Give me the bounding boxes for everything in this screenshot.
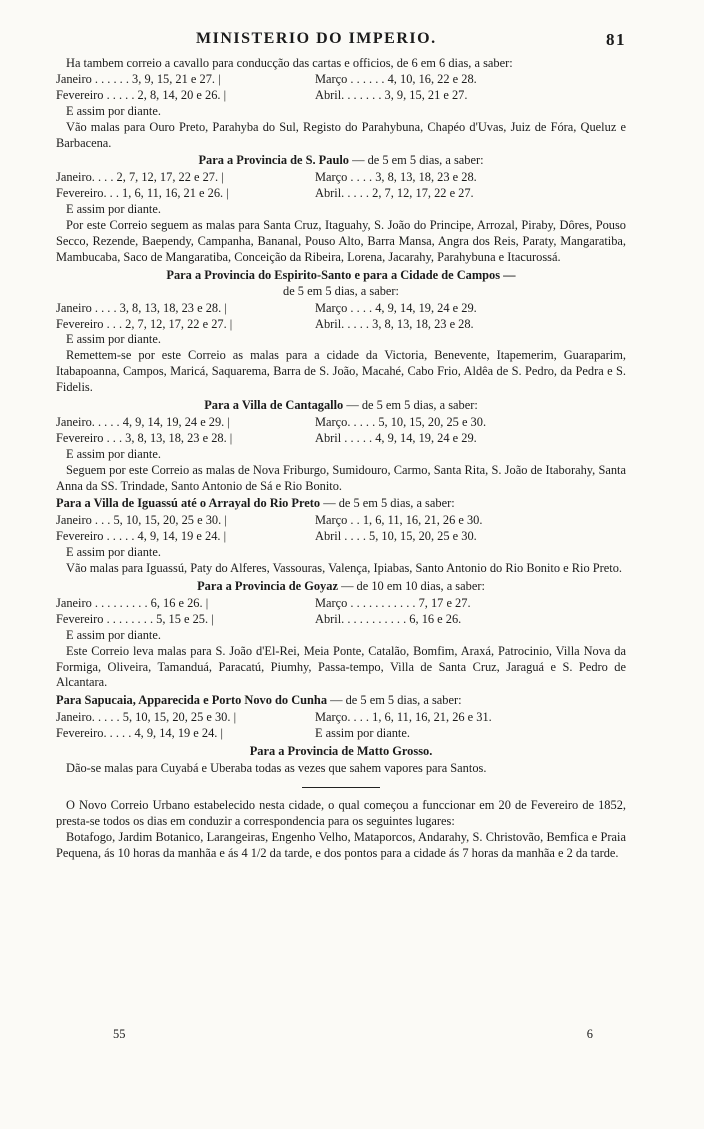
section-text: Vão malas para Ouro Preto, Parahyba do Sul, Registo do Parahybuna, Chapéo d'Uvas, Juiz de Fóra, Queluz e Barbacena. <box>56 119 626 150</box>
schedule-left: Fevereiro . . . . . 2, 8, 14, 20 e 26. | <box>56 87 227 102</box>
section-heading-sapucaia <box>56 693 626 709</box>
schedule-right: Abril. . . . . . . . . . . 6, 16 e 26. <box>315 611 462 626</box>
schedule-right: Abril. . . . . 2, 7, 12, 17, 22 e 27. <box>315 186 474 201</box>
heading-text: Para a Provincia de S. Paulo <box>198 153 349 168</box>
section-intro: Ha tambem correio a cavallo para conducção das cartas e officios, de 6 em 6 dias, a saber: <box>66 56 513 70</box>
schedule-left: Janeiro. . . . . 4, 9, 14, 19, 24 e 29. | <box>56 414 230 429</box>
schedule-left: Janeiro . . . 5, 10, 15, 20, 25 e 30. | <box>56 513 227 528</box>
schedule-left: Janeiro. . . . . 5, 10, 15, 20, 25 e 30. | <box>56 710 237 725</box>
schedule-right: Abril. . . . . . . 3, 9, 15, 21 e 27. <box>315 87 468 102</box>
schedule-left: Janeiro . . . . . . 3, 9, 15, 21 e 27. | <box>56 71 221 86</box>
heading-frequency: — de 5 em 5 dias, a saber: <box>346 398 478 413</box>
schedule-left: Fevereiro. . . . . 4, 9, 14, 19 e 24. | <box>56 726 223 741</box>
heading-text: Para a Provincia de Matto Grosso. <box>249 744 433 759</box>
correio-urbano-paragraph: O Novo Correio Urbano estabelecido nesta cidade, o qual começou a funccionar em 20 de Fevereiro de 1852, presta-se todos os dias em conduzir a correspondencia para os seguintes lugares: <box>56 797 626 828</box>
heading-text: Para a Villa de Iguassú até o Arrayal do Rio Preto <box>56 496 321 511</box>
heading-frequency: de 5 em 5 dias, a saber: <box>283 283 399 298</box>
section-heading-espirito-santo <box>56 268 626 300</box>
section-text: Vão malas para Iguassú, Paty do Alferes, Vassouras, Valença, Ipiabas, Santo Antonio do Rio Bonito e Rio Preto. <box>66 561 623 576</box>
section-text: Por este Correio seguem as malas para Santa Cruz, Itaguahy, S. João do Principe, Arrozal, Piraby, Dôres, Pouso Secco, Rezende, Baependy, Campanha, Bananal, Pouso Alto, Barra Mansa, Angra dos Reis, Paraty, Mangaratiba, Mambucaba, Saco de Mangaratiba, Conceição da Ribeira, Lorena, Jacarahy, Parahybuna e Itacurossá. <box>56 218 626 264</box>
section-text: Dão-se malas para Cuyabá e Uberaba todas as vezes que sahem vapores para Santos. <box>66 760 487 775</box>
schedule-left: Fevereiro. . . 1, 6, 11, 16, 21 e 26. | <box>56 186 229 201</box>
continuation-note: E assim por diante. <box>66 545 161 560</box>
schedule-right: Março . . . . 3, 8, 13, 18, 23 e 28. <box>315 170 477 185</box>
schedule-row <box>56 415 626 431</box>
schedule-right: Março . . . . 4, 9, 14, 19, 24 e 29. <box>315 300 477 315</box>
page-footer <box>113 1027 593 1043</box>
running-header <box>56 30 626 52</box>
heading-frequency: — de 10 em 10 dias, a saber: <box>341 579 485 593</box>
page-number: 81 <box>606 30 626 49</box>
schedule-left: Janeiro . . . . 3, 8, 13, 18, 23 e 28. | <box>56 300 227 315</box>
footer-signature-mark: 55 <box>113 1027 126 1041</box>
continuation-note: E assim por diante. <box>66 103 161 118</box>
section-divider <box>302 787 380 788</box>
continuation-note: E assim por diante. <box>66 446 161 461</box>
heading-text: Para a Provincia de Goyaz <box>197 579 338 593</box>
schedule-row <box>56 186 626 202</box>
section-heading-iguassu <box>56 496 626 512</box>
schedule-left: Janeiro . . . . . . . . . 6, 16 e 26. | <box>56 595 209 610</box>
schedule-row <box>56 726 626 742</box>
schedule-row <box>56 431 626 447</box>
schedule-row <box>56 88 626 104</box>
heading-text: Para a Villa de Cantagallo <box>204 398 344 413</box>
schedule-left: Janeiro. . . . 2, 7, 12, 17, 22 e 27. | <box>56 170 224 185</box>
schedule-right: Março . . . . . . . . . . . 7, 17 e 27. <box>315 595 471 610</box>
schedule-row <box>56 72 626 88</box>
schedule-right: Março . . . . . . 4, 10, 16, 22 e 28. <box>315 71 477 86</box>
section-heading-matto-grosso <box>56 744 626 760</box>
schedule-right: Março. . . . 1, 6, 11, 16, 21, 26 e 31. <box>315 710 492 725</box>
schedule-left: Fevereiro . . . . . 4, 9, 14, 19 e 24. | <box>56 529 227 544</box>
heading-text: Para Sapucaia, Apparecida e Porto Novo do Cunha <box>56 693 328 708</box>
correio-urbano-destinations: Botafogo, Jardim Botanico, Larangeiras, Engenho Velho, Mataporcos, Andarahy, S. Christovão, Bemfica e Praia Pequena, ás 10 horas da manhãa e ás 4 1/2 da tarde, e dos pontos para a cidade ás 7 horas da manhãa e 2 da tarde. <box>56 829 626 860</box>
page-title: MINISTERIO DO IMPERIO. <box>196 30 437 47</box>
heading-frequency: — de 5 em 5 dias, a saber: <box>323 496 455 511</box>
schedule-row <box>56 710 626 726</box>
heading-frequency: — de 5 em 5 dias, a saber: <box>352 153 484 168</box>
page-body <box>56 56 626 862</box>
section-heading-goyaz <box>56 579 626 595</box>
continuation-note: E assim por diante. <box>66 627 161 642</box>
schedule-left: Fevereiro . . . 3, 8, 13, 18, 23 e 28. | <box>56 430 233 445</box>
schedule-left: Fevereiro . . . 2, 7, 12, 17, 22 e 27. | <box>56 316 233 331</box>
heading-frequency: — de 5 em 5 dias, a saber: <box>330 693 462 708</box>
schedule-right: Março . . 1, 6, 11, 16, 21, 26 e 30. <box>315 513 483 528</box>
section-heading-cantagallo <box>56 398 626 414</box>
heading-text: Para a Provincia do Espirito-Santo e para a Cidade de Campos — <box>166 267 516 282</box>
section-text: Remettem-se por este Correio as malas para a cidade da Victoria, Benevente, Itapemerim, Guaraparim, Itabapoanna, Campos, Maricá, Saquarema, Barra de S. João, Macahé, Cabo Frio, Aldêa de S. Pedro, da Pedra e S. Fidelis. <box>56 348 626 395</box>
schedule-row <box>56 612 626 628</box>
schedule-row <box>56 529 626 545</box>
footer-sheet-number: 6 <box>586 1027 593 1041</box>
schedule-right: Abril . . . . . 4, 9, 14, 19, 24 e 29. <box>315 430 477 445</box>
schedule-row <box>56 301 626 317</box>
continuation-note: E assim por diante. <box>66 332 161 347</box>
section-heading-sao-paulo <box>56 153 626 169</box>
schedule-row <box>56 596 626 612</box>
continuation-note: E assim por diante. <box>66 202 161 217</box>
schedule-right: Abril. . . . . 3, 8, 13, 18, 23 e 28. <box>315 316 474 331</box>
schedule-row <box>56 513 626 529</box>
schedule-left: Fevereiro . . . . . . . . 5, 15 e 25. | <box>56 611 214 626</box>
section-text: Este Correio leva malas para S. João d'El-Rei, Meia Ponte, Catalão, Bomfim, Araxá, Patrocinio, Villa Nova da Formiga, Oliveira, Tamanduá, Paracatú, Piumhy, Passa-tempo, Villa de Santa Cruz, Jaraguá e S. Pedro de Alcantara. <box>56 643 626 690</box>
schedule-right: E assim por diante. <box>315 726 410 741</box>
schedule-right: Abril . . . . 5, 10, 15, 20, 25 e 30. <box>315 529 477 544</box>
section-text: Seguem por este Correio as malas de Nova Friburgo, Sumidouro, Carmo, Santa Rita, S. João de Itaborahy, Santa Anna da SS. Trindade, Santo Antonio de Sá e Rio Bonito. <box>56 462 626 493</box>
schedule-row <box>56 170 626 186</box>
schedule-row <box>56 317 626 333</box>
schedule-right: Março. . . . . 5, 10, 15, 20, 25 e 30. <box>315 414 487 429</box>
